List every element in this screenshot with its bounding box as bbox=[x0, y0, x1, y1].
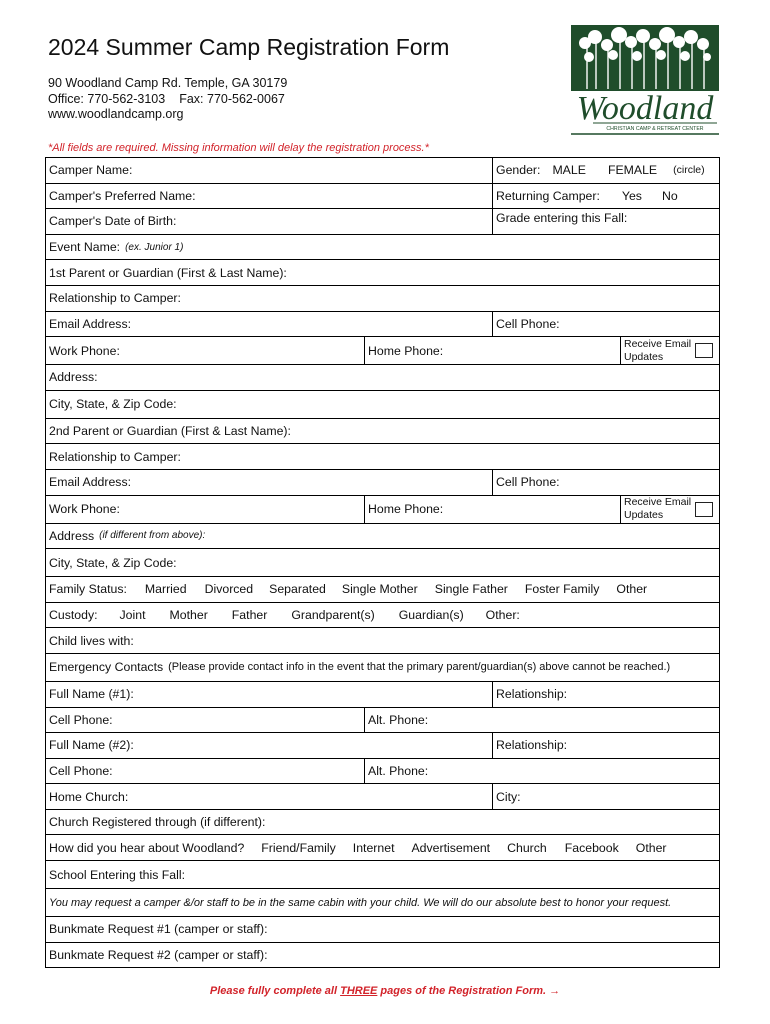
row-emergency-header bbox=[45, 654, 720, 682]
receive-email-checkbox-1[interactable] bbox=[695, 343, 713, 358]
camp-address: 90 Woodland Camp Rd. Temple, GA 30179 bbox=[48, 76, 288, 90]
parent2-work-phone-field[interactable]: Work Phone: bbox=[49, 502, 120, 517]
emergency-contacts-heading: Emergency Contacts (Please provide contact info in the event that the primary parent/guardian(s) above cannot be reached.) bbox=[49, 660, 671, 675]
row-child-lives bbox=[45, 628, 720, 654]
row-family-status bbox=[45, 577, 720, 603]
school-field[interactable]: School Entering this Fall: bbox=[49, 867, 186, 882]
gender-option-female[interactable]: FEMALE bbox=[607, 163, 658, 178]
receive-email-label: Receive Email Updates bbox=[620, 337, 691, 364]
gender-field[interactable]: Gender: MALE FEMALE (circle) bbox=[492, 158, 719, 183]
family-status-field[interactable]: Family Status: Married Divorced Separated Single Mother Single Father Foster Family Other bbox=[49, 582, 648, 597]
row-dob bbox=[45, 209, 720, 235]
parent2-email-field[interactable]: Email Address: bbox=[49, 475, 132, 490]
custody-option[interactable]: Joint bbox=[119, 608, 146, 623]
svg-text:CHRISTIAN CAMP & RETREAT CENTE: CHRISTIAN CAMP & RETREAT CENTER bbox=[606, 126, 704, 132]
ec1-cell-field[interactable]: Cell Phone: bbox=[49, 712, 113, 727]
parent1-relationship-field[interactable]: Relationship to Camper: bbox=[49, 291, 181, 306]
hear-option[interactable]: Church bbox=[507, 840, 547, 855]
row-ec1-phones bbox=[45, 708, 720, 734]
row-bunkmate1 bbox=[45, 917, 720, 943]
row-preferred-name bbox=[45, 184, 720, 210]
returning-camper-field[interactable]: Returning Camper: Yes No bbox=[492, 184, 719, 209]
office-phone: Office: 770-562-3103 bbox=[48, 91, 166, 106]
parent2-home-phone-field[interactable]: Home Phone: bbox=[364, 496, 620, 523]
parent1-email-field[interactable]: Email Address: bbox=[49, 316, 132, 331]
row-custody bbox=[45, 603, 720, 629]
ec2-relationship-field[interactable]: Relationship: bbox=[492, 733, 719, 758]
row-parent1-relationship bbox=[45, 286, 720, 312]
home-church-field[interactable]: Home Church: bbox=[49, 789, 129, 804]
row-parent2 bbox=[45, 419, 720, 445]
row-event-name bbox=[45, 235, 720, 261]
row-school bbox=[45, 861, 720, 889]
ec1-alt-phone-field[interactable]: Alt. Phone: bbox=[364, 708, 719, 733]
returning-no[interactable]: No bbox=[661, 188, 678, 203]
returning-yes[interactable]: Yes bbox=[621, 188, 642, 203]
hear-about-field[interactable]: How did you hear about Woodland? Friend/Family Internet Advertisement Church Facebook Other bbox=[49, 840, 667, 855]
parent1-work-phone-field[interactable]: Work Phone: bbox=[49, 343, 120, 358]
camper-name-field[interactable]: Camper Name: bbox=[49, 163, 133, 178]
parent2-city-field[interactable]: City, State, & Zip Code: bbox=[49, 555, 177, 570]
row-parent2-phones bbox=[45, 496, 720, 524]
cabin-request-note: You may request a camper &/or staff to be in the same cabin with your child. We will do our absolute best to honor your request. bbox=[49, 896, 672, 909]
row-parent1-phones bbox=[45, 337, 720, 365]
preferred-name-field[interactable]: Camper's Preferred Name: bbox=[49, 188, 196, 203]
circle-instruction: (circle) bbox=[673, 164, 705, 177]
row-cabin-note bbox=[45, 889, 720, 917]
parent2-cell-field[interactable]: Cell Phone: bbox=[492, 470, 719, 495]
row-parent1-email bbox=[45, 312, 720, 338]
custody-option[interactable]: Other: bbox=[485, 608, 520, 623]
child-lives-field[interactable]: Child lives with: bbox=[49, 633, 134, 648]
parent1-address-field[interactable]: Address: bbox=[49, 370, 98, 385]
website: www.woodlandcamp.org bbox=[48, 107, 184, 121]
hear-option[interactable]: Facebook bbox=[564, 840, 619, 855]
receive-email-label: Receive Email Updates bbox=[620, 496, 691, 523]
hear-option[interactable]: Internet bbox=[352, 840, 395, 855]
required-fields-note: *All fields are required. Missing information will delay the registration process.* bbox=[48, 142, 429, 154]
parent2-address-field[interactable]: Address (if different from above): bbox=[49, 528, 206, 543]
hear-option[interactable]: Other bbox=[635, 840, 667, 855]
footer-note: Please fully complete all THREE pages of the Registration Form. → bbox=[209, 985, 561, 997]
parent2-name-field[interactable]: 2nd Parent or Guardian (First & Last Name): bbox=[49, 424, 291, 439]
receive-email-checkbox-2[interactable] bbox=[695, 502, 713, 517]
family-option[interactable]: Married bbox=[144, 582, 187, 597]
registration-form bbox=[45, 157, 720, 968]
row-church-registered bbox=[45, 810, 720, 836]
page-title: 2024 Summer Camp Registration Form bbox=[48, 34, 450, 60]
parent1-city-field[interactable]: City, State, & Zip Code: bbox=[49, 397, 177, 412]
row-camper-name bbox=[45, 158, 720, 184]
ec2-cell-field[interactable]: Cell Phone: bbox=[49, 763, 113, 778]
bunkmate1-field[interactable]: Bunkmate Request #1 (camper or staff): bbox=[49, 922, 268, 937]
custody-option[interactable]: Guardian(s) bbox=[398, 608, 464, 623]
row-parent2-city bbox=[45, 549, 720, 577]
custody-option[interactable]: Father bbox=[231, 608, 268, 623]
event-name-field[interactable]: Event Name: (ex. Junior 1) bbox=[49, 240, 184, 255]
family-option[interactable]: Other bbox=[616, 582, 648, 597]
row-home-church bbox=[45, 784, 720, 810]
custody-option[interactable]: Grandparent(s) bbox=[291, 608, 375, 623]
bunkmate2-field[interactable]: Bunkmate Request #2 (camper or staff): bbox=[49, 947, 268, 962]
parent1-cell-field[interactable]: Cell Phone: bbox=[492, 312, 719, 337]
gender-option-male[interactable]: MALE bbox=[552, 163, 586, 178]
parent1-home-phone-field[interactable]: Home Phone: bbox=[364, 337, 620, 364]
family-option[interactable]: Single Father bbox=[434, 582, 508, 597]
ec1-relationship-field[interactable]: Relationship: bbox=[492, 682, 719, 707]
row-parent1-city bbox=[45, 391, 720, 419]
ec1-name-field[interactable]: Full Name (#1): bbox=[49, 687, 134, 702]
dob-field[interactable]: Camper's Date of Birth: bbox=[49, 214, 177, 229]
family-option[interactable]: Foster Family bbox=[524, 582, 600, 597]
family-option[interactable]: Single Mother bbox=[341, 582, 418, 597]
row-ec2-phones bbox=[45, 759, 720, 785]
fax-number: Fax: 770-562-0067 bbox=[179, 91, 285, 106]
svg-text:Woodland: Woodland bbox=[576, 90, 714, 127]
ec2-name-field[interactable]: Full Name (#2): bbox=[49, 738, 134, 753]
church-city-field[interactable]: City: bbox=[492, 784, 719, 809]
camp-contact-info bbox=[48, 76, 287, 123]
family-option[interactable]: Separated bbox=[269, 582, 326, 597]
custody-option[interactable]: Mother bbox=[169, 608, 208, 623]
woodland-logo bbox=[571, 25, 719, 137]
ec2-alt-phone-field[interactable]: Alt. Phone: bbox=[364, 759, 719, 784]
family-option[interactable]: Divorced bbox=[204, 582, 254, 597]
row-parent1 bbox=[45, 260, 720, 286]
row-ec1-name bbox=[45, 682, 720, 708]
hear-option[interactable]: Advertisement bbox=[411, 840, 491, 855]
parent1-name-field[interactable]: 1st Parent or Guardian (First & Last Name): bbox=[49, 265, 287, 280]
church-registered-field[interactable]: Church Registered through (if different): bbox=[49, 815, 266, 830]
row-hear-about bbox=[45, 835, 720, 861]
hear-option[interactable]: Friend/Family bbox=[261, 840, 336, 855]
custody-field[interactable]: Custody: Joint Mother Father Grandparent(s) Guardian(s) Other: bbox=[49, 608, 520, 623]
parent2-relationship-field[interactable]: Relationship to Camper: bbox=[49, 449, 181, 464]
row-ec2-name bbox=[45, 733, 720, 759]
row-parent2-address bbox=[45, 524, 720, 550]
row-parent1-address bbox=[45, 365, 720, 391]
grade-field[interactable]: Grade entering this Fall: bbox=[492, 209, 719, 234]
row-bunkmate2 bbox=[45, 943, 720, 969]
row-parent2-email bbox=[45, 470, 720, 496]
row-parent2-relationship bbox=[45, 444, 720, 470]
